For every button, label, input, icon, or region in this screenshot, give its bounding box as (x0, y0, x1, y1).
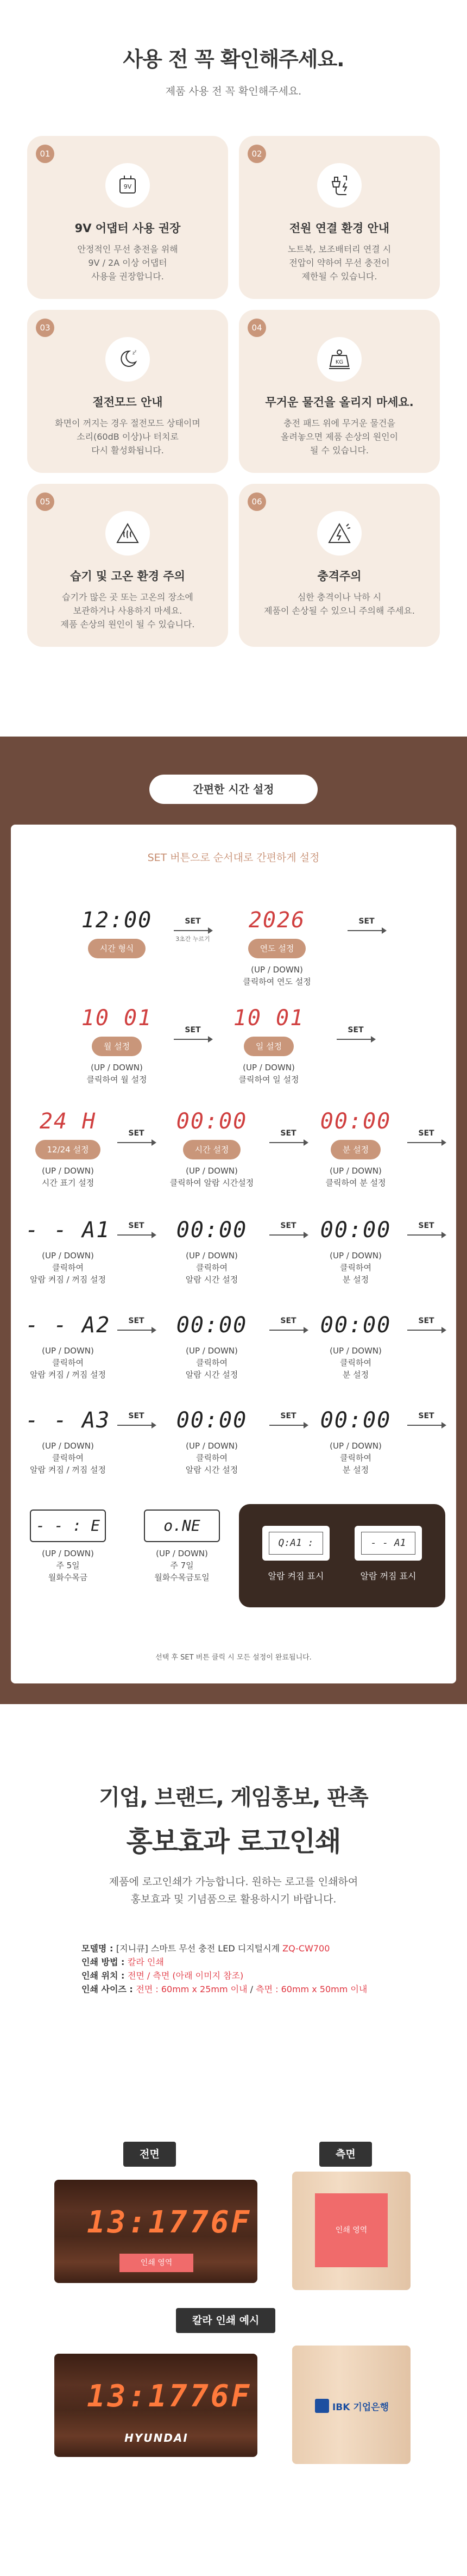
mini-clock (262, 1526, 330, 1561)
arrow-right-icon (407, 1142, 445, 1143)
set-label: SET (128, 1317, 144, 1325)
arrow-right-icon (337, 1039, 375, 1040)
weight-kg-icon (317, 337, 362, 382)
humidity-warning-icon (105, 511, 150, 556)
alarm-on-label: 알람 켜짐 표시 (268, 1571, 324, 1581)
display-box: o.NE (144, 1510, 220, 1542)
arrow-right-icon (407, 1425, 445, 1426)
set-arrow (269, 1317, 307, 1331)
set-label: SET (128, 1129, 144, 1138)
step-caption: (UP / DOWN) 주 7일 월화수목금토일 (154, 1549, 210, 1582)
step-caption: (UP / DOWN) 클릭하여 알람 시간 설정 (185, 1346, 238, 1380)
card-title: 무거운 물건을 올리지 마세요. (265, 396, 414, 409)
set-label: SET (128, 1221, 144, 1230)
caution-card-humidity (27, 484, 228, 647)
alarm-indicator-box (239, 1504, 445, 1607)
step-day (223, 1004, 315, 1086)
arrow-right-icon (117, 1234, 155, 1236)
step-caption: (UP / DOWN) 클릭하여 알람 시간 설정 (185, 1251, 238, 1284)
ibk-logo-mark-icon (315, 2399, 329, 2413)
step-tag: 시간 설정 (183, 1140, 241, 1159)
arrow-right-icon (348, 930, 386, 931)
step-tag: 일 설정 (244, 1037, 294, 1056)
card-number: 06 (248, 492, 266, 511)
ibk-logo (308, 2398, 395, 2414)
step-tag: 연도 설정 (248, 939, 306, 958)
adapter-9v-icon (105, 163, 150, 208)
lcd-display: 12:00 (81, 908, 153, 933)
time-setting-headline: SET 버튼으로 순서대로 간편하게 설정 (147, 852, 320, 864)
card-title: 절전모드 안내 (92, 396, 163, 409)
set-label: SET (280, 1412, 296, 1420)
step-tag: 시간 형식 (88, 939, 146, 958)
lcd-display: 00:00 (176, 1109, 248, 1134)
time-setting-panel (11, 825, 456, 1683)
step-alarm3-toggle (22, 1406, 114, 1476)
card-description: 안정적인 무선 충전을 위해 9V / 2A 이상 어댑터 사용을 권장합니다. (77, 244, 178, 282)
spec-value: [지니큐] 스마트 무선 충전 LED 디지털시계 (116, 1943, 283, 1954)
step-caption: (UP / DOWN) 클릭하여 일 설정 (238, 1063, 299, 1084)
logo-print-title: 홍보효과 로고인쇄 (126, 1826, 341, 1857)
card-number: 03 (36, 319, 54, 337)
lcd-display: 10 01 (233, 1006, 305, 1031)
spec-separator: / (247, 1984, 256, 1994)
card-title: 충격주의 (317, 570, 362, 583)
lcd-display: 00:00 (176, 1313, 248, 1338)
time-setting-footnote: 선택 후 SET 버튼 클릭 시 모든 설정이 완료됩니다. (155, 1654, 312, 1662)
set-arrow (407, 1317, 445, 1331)
front-clock-image (54, 2180, 257, 2283)
set-arrow (117, 1412, 155, 1426)
lcd-display: 00:00 (176, 1218, 248, 1243)
clock-temp: 76F (190, 2205, 252, 2240)
lcd-display: 10 01 (81, 1006, 153, 1031)
card-title: 9V 어댑터 사용 권장 (74, 222, 181, 235)
mini-clock-display: Q:A1 : (269, 1532, 323, 1555)
caution-card-power (239, 136, 440, 299)
set-arrow (174, 1026, 212, 1040)
svg-text:z: z (132, 351, 135, 355)
set-label: SET (348, 1026, 364, 1034)
step-year (223, 906, 331, 988)
card-title: 전원 연결 환경 안내 (289, 222, 390, 235)
spec-key: 인쇄 위치 : (81, 1970, 128, 1981)
print-spec (81, 1942, 386, 1996)
lcd-display: 00:00 (320, 1109, 392, 1134)
clock-time: 13:17 (87, 2205, 190, 2240)
spec-value: 전면 / 측면 (아래 이미지 참조) (127, 1970, 244, 1981)
step-caption: (UP / DOWN) 클릭하여 분 설정 (330, 1441, 382, 1475)
logo-print-description: 제품에 로고인쇄가 가능합니다. 원하는 로고를 인쇄하여 홍보효과 및 기념품으로 활용하시기 바랍니다. (109, 1876, 358, 1905)
set-label: SET (185, 1026, 201, 1034)
hyundai-logo-text: HYUNDAI (124, 2431, 188, 2444)
step-alarm1-minute (310, 1216, 402, 1286)
spec-key: 인쇄 방법 : (81, 1957, 128, 1967)
set-arrow (407, 1412, 445, 1426)
set-label: SET (280, 1221, 296, 1230)
spec-size (81, 1982, 386, 1996)
spec-key: 인쇄 사이즈 : (81, 1984, 136, 1994)
set-label: SET (280, 1129, 296, 1138)
spec-size-side: 측면 : 60mm x 50mm 이내 (256, 1984, 368, 1994)
step-alarm3-hour (166, 1406, 258, 1476)
set-arrow (348, 917, 386, 931)
set-arrow (407, 1129, 445, 1143)
set-label: SET (280, 1317, 296, 1325)
lcd-display: 00:00 (320, 1218, 392, 1243)
step-12-24 (22, 1107, 114, 1189)
arrow-right-icon (174, 1039, 212, 1040)
arrow-right-icon (269, 1234, 307, 1236)
display-box: - - : E (30, 1510, 106, 1542)
caution-card-sleep (27, 310, 228, 473)
step-caption: (UP / DOWN) 클릭하여 알람 켜짐 / 꺼짐 설정 (29, 1346, 106, 1380)
lcd-display: 00:00 (320, 1408, 392, 1433)
step-alarm3-minute (310, 1406, 402, 1476)
power-plug-icon (317, 163, 362, 208)
step-caption: (UP / DOWN) 클릭하여 알람 켜짐 / 꺼짐 설정 (29, 1251, 106, 1284)
card-number: 05 (36, 492, 54, 511)
set-label: SET (418, 1412, 434, 1420)
step-caption: (UP / DOWN) 클릭하여 알람 시간 설정 (185, 1441, 238, 1475)
set-label: SET (185, 917, 201, 926)
spec-size-front: 전면 : 60mm x 25mm 이내 (136, 1984, 248, 1994)
caution-title: 사용 전 꼭 확인해주세요. (123, 47, 344, 71)
caution-subtitle: 제품 사용 전 꼭 확인해주세요. (165, 85, 302, 97)
spec-model (81, 1942, 386, 1955)
hyundai-logo (119, 2430, 193, 2446)
step-caption: (UP / DOWN) 주 5일 월화수목금 (42, 1549, 94, 1582)
step-caption: (UP / DOWN) 클릭하여 분 설정 (330, 1346, 382, 1380)
side-label: 측면 (319, 2142, 372, 2167)
caution-grid (27, 136, 440, 647)
card-number: 01 (36, 145, 54, 163)
spec-model-code: ZQ-CW700 (282, 1943, 330, 1954)
card-title: 습기 및 고온 환경 주의 (70, 570, 185, 583)
arrow-right-icon (174, 930, 212, 931)
card-number: 04 (248, 319, 266, 337)
card-description: 습기가 많은 곳 또는 고온의 장소에 보관하거나 사용하지 마세요. 제품 손상의 원인이 될 수 있습니다. (60, 592, 195, 629)
weight-icon-text: KG (335, 359, 344, 365)
card-description: 화면이 꺼지는 경우 절전모드 상태이며 소리(60dB 이상)나 터치로 다시 활성화됩니다. (55, 418, 200, 456)
spec-method (81, 1955, 386, 1969)
adapter-icon-text: 9V (123, 183, 132, 190)
lcd-display: - - A2 (25, 1313, 111, 1338)
example-label: 칼라 인쇄 예시 (176, 2308, 275, 2333)
alarm-on-indicator (255, 1526, 337, 1582)
set-arrow (117, 1129, 155, 1143)
clock-temp: 76F (190, 2379, 252, 2414)
spec-key: 모델명 : (81, 1943, 116, 1954)
step-alarm1-hour (166, 1216, 258, 1286)
mini-clock-display: - - A1 (361, 1532, 415, 1555)
front-print-area: 인쇄 영역 (119, 2254, 193, 2272)
lcd-display: 00:00 (320, 1313, 392, 1338)
step-caption: (UP / DOWN) 클릭하여 월 설정 (86, 1063, 147, 1084)
lcd-display: 2026 (248, 908, 306, 933)
step-alarm2-minute (310, 1311, 402, 1381)
step-caption: (UP / DOWN) 시간 표기 설정 (41, 1166, 94, 1188)
caution-card-shock (239, 484, 440, 647)
alarm-off-label: 알람 꺼짐 표시 (360, 1571, 416, 1581)
card-description: 심한 충격이나 낙하 시 제품이 손상될 수 있으니 주의해 주세요. (264, 592, 415, 616)
step-weekday-7 (136, 1510, 228, 1583)
time-setting-section (0, 737, 467, 1704)
step-time-format (76, 906, 157, 958)
mini-clock (355, 1526, 422, 1561)
clock-time: 13:17 (87, 2379, 190, 2414)
alarm-off-indicator (348, 1526, 429, 1582)
example-front-clock (54, 2354, 257, 2457)
front-label: 전면 (123, 2142, 176, 2167)
svg-text:z: z (135, 350, 137, 353)
step-month (71, 1004, 163, 1086)
step-alarm-hour (157, 1107, 266, 1189)
set-label: SET (418, 1129, 434, 1138)
step-tag: 분 설정 (331, 1140, 381, 1159)
step-alarm2-toggle (22, 1311, 114, 1381)
arrow-right-icon (407, 1234, 445, 1236)
hold-hint: 3초간 누르기 (175, 935, 210, 943)
spec-position (81, 1969, 386, 1982)
arrow-right-icon (269, 1330, 307, 1331)
set-label: SET (358, 917, 375, 926)
caution-card-weight (239, 310, 440, 473)
set-arrow (117, 1221, 155, 1236)
side-block-image (292, 2172, 411, 2290)
set-arrow (269, 1221, 307, 1236)
arrow-right-icon (117, 1425, 155, 1426)
time-setting-title: 간편한 시간 설정 (149, 775, 318, 804)
set-label: SET (128, 1412, 144, 1420)
step-caption: (UP / DOWN) 클릭하여 알람 켜짐 / 꺼짐 설정 (29, 1441, 106, 1475)
set-arrow (269, 1129, 307, 1143)
lcd-display: - - A3 (25, 1408, 111, 1433)
lcd-display: 00:00 (176, 1408, 248, 1433)
caution-card-adapter (27, 136, 228, 299)
card-description: 충전 패드 위에 무거운 물건을 올려놓으면 제품 손상의 원인이 될 수 있습니다. (280, 418, 399, 456)
arrow-right-icon (117, 1330, 155, 1331)
logo-print-heading: 기업, 브랜드, 게임홍보, 판촉 (99, 1785, 368, 1810)
set-arrow (407, 1221, 445, 1236)
step-caption: (UP / DOWN) 클릭하여 연도 설정 (243, 965, 311, 987)
example-side-block (292, 2346, 411, 2464)
spec-value: 칼라 인쇄 (127, 1957, 164, 1967)
card-description: 노트북, 보조배터리 연결 시 전압이 약하여 무선 충전이 제한될 수 있습니다. (287, 244, 392, 282)
set-arrow (337, 1026, 375, 1040)
arrow-right-icon (269, 1425, 307, 1426)
step-alarm2-hour (166, 1311, 258, 1381)
lcd-display: 24 H (39, 1109, 97, 1134)
step-alarm-minute (310, 1107, 402, 1189)
step-caption: (UP / DOWN) 클릭하여 분 설정 (330, 1251, 382, 1284)
step-caption: (UP / DOWN) 클릭하여 분 설정 (325, 1166, 386, 1188)
set-label: SET (418, 1317, 434, 1325)
step-caption: (UP / DOWN) 클릭하여 알람 시간설정 (169, 1166, 254, 1188)
set-arrow (269, 1412, 307, 1426)
ibk-logo-text: IBK 기업은행 (332, 2402, 389, 2413)
arrow-right-icon (269, 1142, 307, 1143)
set-arrow (117, 1317, 155, 1331)
step-alarm1-toggle (22, 1216, 114, 1286)
sleep-moon-icon (105, 337, 150, 382)
set-label: SET (418, 1221, 434, 1230)
card-number: 02 (248, 145, 266, 163)
step-tag: 월 설정 (92, 1037, 142, 1056)
arrow-right-icon (407, 1330, 445, 1331)
side-print-area: 인쇄 영역 (315, 2193, 388, 2267)
lcd-display: - - A1 (25, 1218, 111, 1243)
step-tag: 12/24 설정 (35, 1140, 101, 1159)
logo-print-section (0, 1704, 467, 2576)
caution-section (0, 0, 467, 737)
arrow-right-icon (117, 1142, 155, 1143)
set-arrow (174, 917, 212, 943)
step-weekday-5 (22, 1510, 114, 1583)
shock-warning-icon (317, 511, 362, 556)
